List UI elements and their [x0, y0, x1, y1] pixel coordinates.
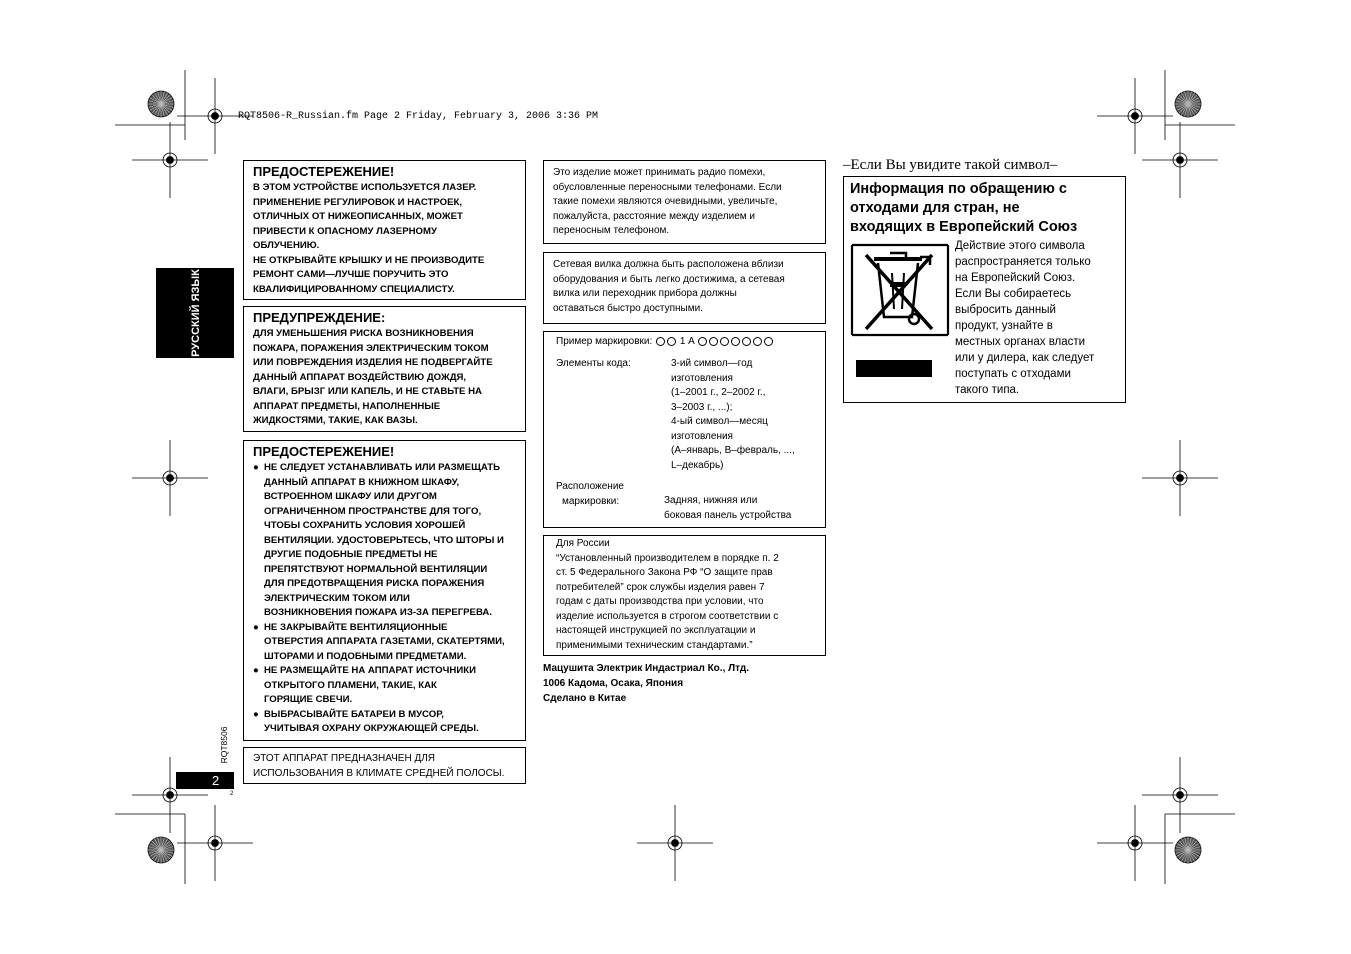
- russia-service-life-box: [543, 535, 826, 656]
- list-item: [253, 461, 525, 621]
- text-line: Сетевая вилка должна быть расположена вблизи: [553, 259, 784, 270]
- radio-interference-box: [543, 160, 826, 244]
- marking-example-middle: 1 A: [679, 336, 695, 347]
- text-line: Если Вы собираетесь: [955, 288, 1072, 300]
- text-line: Мацушита Электрик Индастриал Ко., Лтд.: [543, 663, 750, 674]
- waste-disposal-title: [850, 180, 1120, 237]
- marking-example: [556, 335, 774, 350]
- circle-icon: [731, 337, 740, 346]
- warning-title: ПРЕДУПРЕЖДЕНИЕ:: [253, 310, 386, 325]
- text-line: В ЭТОМ УСТРОЙСТВЕ ИСПОЛЬЗУЕТСЯ ЛАЗЕР.: [253, 182, 477, 193]
- text-line: АППАРАТ ПРЕДМЕТЫ, НАПОЛНЕННЫЕ: [253, 400, 441, 412]
- laser-caution-text: [253, 181, 519, 297]
- text-line: Для России: [556, 538, 610, 549]
- rosette-mark: [148, 91, 174, 117]
- text-line: ДАННЫЙ АППАРАТ ВОЗДЕЙСТВИЮ ДОЖДЯ,: [253, 371, 467, 383]
- bullet-icon: ●: [253, 708, 259, 720]
- manufacturer-info: [543, 661, 749, 706]
- text-line: маркировки:: [562, 495, 620, 507]
- text-line: ИЛИ ПОВРЕЖДЕНИЯ ИЗДЕЛИЯ НЕ ПОДВЕРГАЙТЕ: [253, 357, 493, 368]
- circle-icon: [667, 337, 676, 346]
- circle-icon: [742, 337, 751, 346]
- crosshair-mark: [132, 122, 208, 198]
- rosette-mark: [148, 837, 174, 863]
- list-item: [253, 708, 525, 737]
- text-line: ОТЛИЧНЫХ ОТ НИЖЕОПИСАННЫХ, МОЖЕТ: [253, 211, 463, 222]
- text-line: распространяется только: [955, 256, 1091, 268]
- ventilation-caution-list: [253, 461, 525, 737]
- text-line: пожалуйста, расстояние между изделием и: [553, 210, 756, 222]
- text-line: УЧИТЫВАЯ ОХРАНУ ОКРУЖАЮЩЕЙ СРЕДЫ.: [264, 723, 479, 734]
- file-header-line: RQT8506-R_Russian.fm Page 2 Friday, February 3, 2006 3:36 PM: [238, 111, 599, 122]
- mains-plug-text: [553, 258, 818, 316]
- text-line: выбросить данный: [955, 304, 1056, 316]
- text-line: потребителей” срок службы изделия равен 7: [556, 581, 765, 593]
- text-line: ОБЛУЧЕНИЮ.: [253, 240, 320, 251]
- text-line: НЕ СЛЕДУЕТ УСТАНАВЛИВАТЬ ИЛИ РАЗМЕЩАТЬ: [264, 462, 501, 473]
- circle-icon: [720, 337, 729, 346]
- text-line: Расположение: [556, 481, 624, 492]
- text-line: обусловленные переносными телефонами. Если: [553, 181, 782, 193]
- text-line: (А–январь, В–февраль, ...,: [671, 445, 795, 456]
- text-line: ИСПОЛЬЗОВАНИЯ В КЛИМАТЕ СРЕДНЕЙ ПОЛОСЫ.: [253, 768, 505, 779]
- rosette-mark: [1175, 91, 1201, 117]
- text-line: изделие используется в строгом соответствии с: [556, 610, 779, 622]
- text-line: 4-ый символ—месяц: [671, 416, 768, 427]
- location-text: [664, 494, 824, 523]
- text-line: ВЕНТИЛЯЦИИ. УДОСТОВЕРЬТЕСЬ, ЧТО ШТОРЫ И: [264, 534, 504, 546]
- text-line: ВЫБРАСЫВАЙТЕ БАТАРЕИ В МУСОР,: [264, 708, 444, 720]
- text-line: НЕ ОТКРЫВАЙТЕ КРЫШКУ И НЕ ПРОИЗВОДИТЕ: [253, 254, 485, 266]
- bullet-icon: ●: [253, 621, 259, 633]
- text-line: ЖИДКОСТЯМИ, ТАКИЕ, КАК ВАЗЫ.: [253, 415, 418, 426]
- list-item: [253, 664, 525, 708]
- text-line: такие помехи являются очевидными, увеличьте,: [553, 196, 778, 207]
- text-line: настоящей инструкцией по эксплуатации и: [556, 625, 756, 636]
- text-line: ДРУГИЕ ПОДОБНЫЕ ПРЕДМЕТЫ НЕ: [264, 549, 438, 560]
- warning-text: [253, 327, 519, 429]
- text-line: НЕ РАЗМЕЩАЙТЕ НА АППАРАТ ИСТОЧНИКИ: [264, 665, 476, 676]
- text-line: вилка или переходник прибора должны: [553, 288, 737, 299]
- text-line: Информация по обращению с: [850, 181, 1067, 197]
- text-line: ДЛЯ ПРЕДОТВРАЩЕНИЯ РИСКА ПОРАЖЕНИЯ: [264, 578, 485, 589]
- crossed-out-wheelie-bin-icon: [850, 239, 950, 354]
- small-page-number: 2: [230, 791, 234, 797]
- text-line: ВЛАГИ, БРЫЗГ ИЛИ КАПЕЛЬ, И НЕ СТАВЬТЕ НА: [253, 386, 482, 397]
- crosshair-mark: [1142, 122, 1218, 198]
- crosshair-mark: [1097, 78, 1173, 154]
- russia-service-life-text: [556, 537, 821, 653]
- text-line: ст. 5 Федерального Закона РФ “О защите прав: [556, 567, 773, 578]
- text-line: ОГРАНИЧЕННОМ ПРОСТРАНСТВЕ ДЛЯ ТОГО,: [264, 505, 482, 517]
- text-line: 3–2003 г., ...);: [671, 401, 733, 413]
- text-line: годам с даты производства при условии, что: [556, 596, 764, 607]
- climate-note-text: [253, 751, 521, 781]
- crosshair-mark: [1142, 440, 1218, 516]
- crosshair-mark: [1097, 805, 1173, 881]
- text-line: ШТОРАМИ И ПОДОБНЫМИ ПРЕДМЕТАМИ.: [264, 650, 467, 662]
- text-line: или у дилера, как следует: [955, 352, 1095, 364]
- radio-interference-text: [553, 166, 818, 239]
- text-line: ПОЖАРА, ПОРАЖЕНИЯ ЭЛЕКТРИЧЕСКИМ ТОКОМ: [253, 342, 489, 354]
- text-line: переносным телефоном.: [553, 225, 670, 236]
- language-tab-label: РУССКИЙ ЯЗЫК: [190, 269, 202, 357]
- text-line: ПРИВЕСТИ К ОПАСНОМУ ЛАЗЕРНОМУ: [253, 225, 437, 237]
- crosshair-mark: [637, 805, 713, 881]
- black-bar: [856, 360, 932, 377]
- circle-icon: [709, 337, 718, 346]
- text-line: на Европейский Союз.: [955, 272, 1076, 284]
- page-number: 2: [212, 773, 220, 788]
- bullet-icon: ●: [253, 665, 259, 676]
- circle-icon: [764, 337, 773, 346]
- text-line: КВАЛИФИЦИРОВАННОМУ СПЕЦИАЛИСТУ.: [253, 283, 455, 295]
- crosshair-mark: [132, 757, 208, 833]
- symbol-heading: –Если Вы увидите такой символ–: [843, 157, 1058, 173]
- text-line: ВСТРОЕННОМ ШКАФУ ИЛИ ДРУГОМ: [264, 491, 437, 502]
- text-line: Задняя, нижняя или: [664, 495, 758, 506]
- text-line: местных органах власти: [955, 336, 1086, 348]
- warning-box: [243, 306, 526, 432]
- rosette-mark: [1175, 837, 1201, 863]
- laser-caution-box: [243, 160, 526, 300]
- ventilation-caution-title: ПРЕДОСТЕРЕЖЕНИЕ!: [253, 444, 395, 459]
- text-line: ДЛЯ УМЕНЬШЕНИЯ РИСКА ВОЗНИКНОВЕНИЯ: [253, 328, 474, 339]
- text-line: Действие этого символа: [955, 240, 1085, 252]
- circle-icon: [656, 337, 665, 346]
- text-line: ГОРЯЩИЕ СВЕЧИ.: [264, 694, 353, 705]
- crosshair-mark: [132, 440, 208, 516]
- page-number-box: [176, 772, 234, 789]
- text-line: отходами для стран, не: [850, 200, 1020, 216]
- text-line: изготовления: [671, 372, 733, 384]
- text-line: 1006 Кадома, Осака, Япония: [543, 678, 684, 689]
- text-line: РЕМОНТ САМИ—ЛУЧШЕ ПОРУЧИТЬ ЭТО: [253, 269, 449, 280]
- text-line: входящих в Европейский Союз: [850, 219, 1078, 235]
- text-line: ПРЕПЯТСТВУЮТ НОРМАЛЬНОЙ ВЕНТИЛЯЦИИ: [264, 563, 488, 575]
- model-code: RQT8506: [219, 726, 229, 764]
- mains-plug-box: [543, 252, 826, 324]
- text-line: L–декабрь): [671, 459, 724, 471]
- text-line: “Установленный производителем в порядке п. 2: [556, 552, 779, 564]
- crosshair-mark: [1142, 757, 1218, 833]
- text-line: НЕ ЗАКРЫВАЙТЕ ВЕНТИЛЯЦИОННЫЕ: [264, 621, 448, 633]
- ventilation-caution-box: [243, 440, 526, 741]
- climate-note-box: [243, 747, 526, 784]
- text-line: Сделано в Китае: [543, 693, 627, 704]
- text-line: поступать с отходами: [955, 368, 1071, 380]
- text-line: 3-ий символ—год: [671, 358, 753, 369]
- laser-caution-title: ПРЕДОСТЕРЕЖЕНИЕ!: [253, 164, 395, 179]
- location-label: [556, 480, 624, 509]
- list-item: [253, 621, 525, 665]
- text-line: изготовления: [671, 430, 733, 442]
- circle-icon: [753, 337, 762, 346]
- text-line: ЧТОБЫ СОХРАНИТЬ УСЛОВИЯ ХОРОШЕЙ: [264, 520, 466, 531]
- circle-icon: [698, 337, 707, 346]
- text-line: ДАННЫЙ АППАРАТ В КНИЖНОМ ШКАФУ,: [264, 476, 460, 488]
- marking-example-label: Пример маркировки:: [556, 336, 653, 347]
- waste-disposal-box: [843, 176, 1126, 403]
- text-line: такого типа.: [955, 384, 1020, 396]
- waste-disposal-description: [955, 238, 1125, 398]
- text-line: (1–2001 г., 2–2002 г.,: [671, 387, 766, 398]
- text-line: ЭЛЕКТРИЧЕСКИМ ТОКОМ ИЛИ: [264, 592, 410, 604]
- text-line: ОТКРЫТОГО ПЛАМЕНИ, ТАКИЕ, КАК: [264, 679, 437, 691]
- text-line: применимыми техническим стандартами.”: [556, 639, 753, 651]
- crosshair-mark: [177, 805, 253, 881]
- text-line: ОТВЕРСТИЯ АППАРАТА ГАЗЕТАМИ, СКАТЕРТЯМИ,: [264, 636, 505, 647]
- text-line: оставаться быстро доступными.: [553, 302, 703, 314]
- text-line: оборудования и быть легко достижима, а сетевая: [553, 273, 785, 285]
- text-line: ВОЗНИКНОВЕНИЯ ПОЖАРА ИЗ-ЗА ПЕРЕГРЕВА.: [264, 607, 493, 618]
- text-line: ЭТОТ АППАРАТ ПРЕДНАЗНАЧЕН ДЛЯ: [253, 753, 436, 764]
- marking-box: [543, 331, 826, 528]
- text-line: ПРИМЕНЕНИЕ РЕГУЛИРОВОК И НАСТРОЕК,: [253, 196, 463, 208]
- code-elements-text: [671, 357, 821, 473]
- text-line: продукт, узнайте в: [955, 320, 1053, 332]
- text-line: боковая панель устройства: [664, 509, 792, 521]
- bullet-icon: ●: [253, 462, 259, 473]
- text-line: Это изделие может принимать радио помехи,: [553, 167, 766, 178]
- code-elements-label: Элементы кода:: [556, 358, 631, 369]
